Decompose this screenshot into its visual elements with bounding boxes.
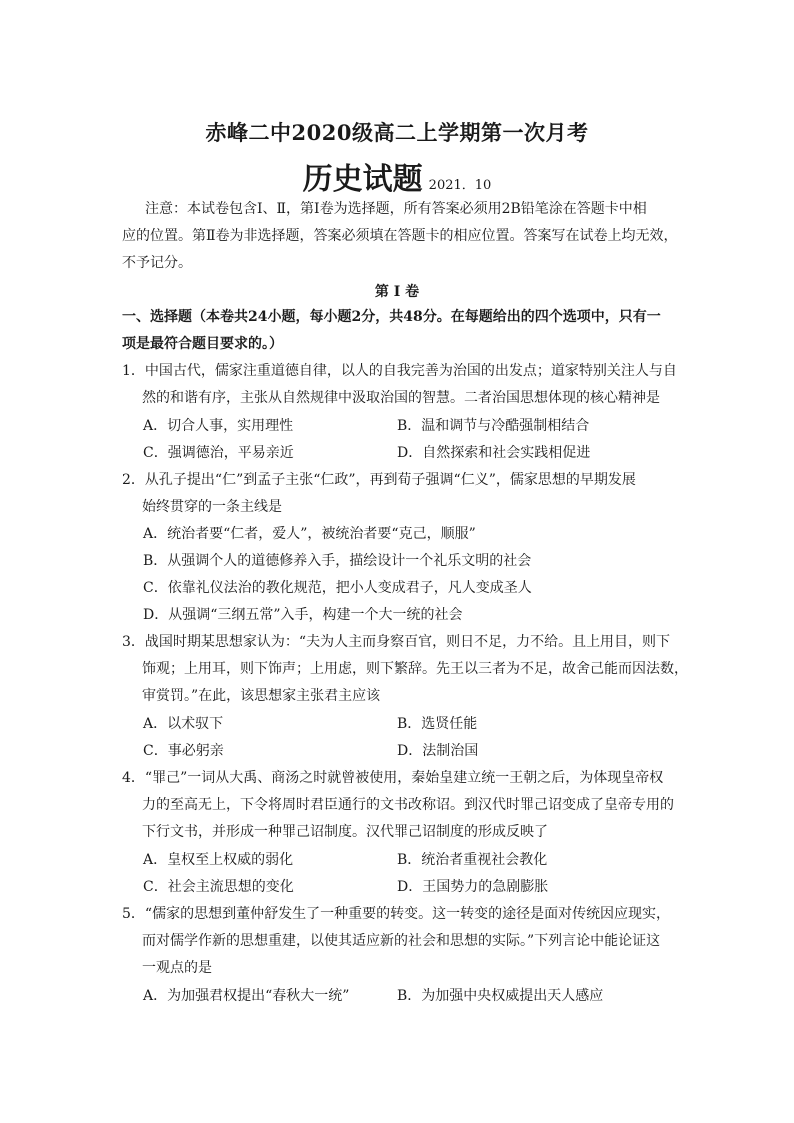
question-1-option-b[interactable]: B．温和调节与冷酷强制相结合 <box>397 418 590 434</box>
question-2-option-d[interactable]: D．从强调“三纲五常”入手，构建一个大一统的社会 <box>143 607 463 623</box>
part-heading: 一、选择题（本卷共24小题，每小题2分，共48分。在每题给出的四个选项中，只有一 <box>122 309 661 325</box>
question-4-option-b[interactable]: B．统治者重视社会教化 <box>397 852 548 868</box>
exam-title: 赤峰二中2020级高二上学期第一次月考 <box>205 120 589 145</box>
question-4-option-d[interactable]: D．王国势力的急剧膨胀 <box>397 879 549 895</box>
notice-line: 应的位置。第Ⅱ卷为非选择题，答案必须填在答题卡的相应位置。答案写在试卷上均无效， <box>122 228 678 244</box>
question-5-stem: 而对儒学作新的思想重建，以使其适应新的社会和思想的实际。”下列言论中能论证这 <box>142 933 661 949</box>
question-3-option-c[interactable]: C．事必躬亲 <box>143 743 224 759</box>
question-5-stem: 一观点的是 <box>142 960 212 976</box>
question-4-stem: 4．“罪己”一词从大禹、商汤之时就曾被使用，秦始皇建立统一王朝之后，为体现皇帝权 <box>122 770 664 786</box>
question-4-option-a[interactable]: A．皇权至上权威的弱化 <box>143 852 294 868</box>
question-3-option-a[interactable]: A．以术驭下 <box>143 716 224 732</box>
section-title: 第 Ⅰ 卷 <box>374 284 420 300</box>
question-1-option-d[interactable]: D．自然探索和社会实践相促进 <box>397 445 591 461</box>
question-1-stem: 然的和谐有序，主张从自然规律中汲取治国的智慧。二者治国思想体现的核心精神是 <box>142 390 660 406</box>
notice-line: 不予记分。 <box>122 255 192 271</box>
question-3-option-d[interactable]: D．法制治国 <box>397 743 479 759</box>
question-5-stem: 5．“儒家的思想到董仲舒发生了一种重要的转变。这一转变的途径是面对传统因应现实， <box>122 906 671 922</box>
question-1-option-a[interactable]: A．切合人事，实用理性 <box>143 418 294 434</box>
question-2-option-b[interactable]: B．从强调个人的道德修养入手，描绘设计一个礼乐文明的社会 <box>143 553 532 569</box>
question-2-option-a[interactable]: A．统治者要“仁者，爱人”，被统治者要“克己，顺服” <box>143 526 476 542</box>
question-4-option-c[interactable]: C．社会主流思想的变化 <box>143 879 294 895</box>
question-5-option-a[interactable]: A．为加强君权提出“春秋大一统” <box>143 988 350 1004</box>
exam-date: 2021．10 <box>428 178 492 193</box>
question-2-stem: 始终贯穿的一条主线是 <box>142 499 282 515</box>
question-1-option-c[interactable]: C．强调德治，平易亲近 <box>143 445 294 461</box>
part-heading: 项是最符合题目要求的。） <box>122 336 283 352</box>
question-1-stem: 1．中国古代，儒家注重道德自律，以人的自我完善为治国的出发点；道家特别关注人与自 <box>122 363 677 379</box>
question-3-stem: 3．战国时期某思想家认为：“夫为人主而身察百官，则日不足，力不给。且上用目，则下 <box>122 634 671 650</box>
notice-line: 注意：本试卷包含Ⅰ、Ⅱ，第Ⅰ卷为选择题，所有答案必须用2B铅笔涂在答题卡中相 <box>145 201 647 217</box>
question-2-stem: 2．从孔子提出“仁”到孟子主张“仁政”，再到荀子强调“仁义”，儒家思想的早期发展 <box>122 472 636 488</box>
subject-title <box>0 154 794 198</box>
question-4-stem: 力的至高无上，下令将周时君臣通行的文书改称诏。到汉代时罪己诏变成了皇帝专用的 <box>142 797 674 813</box>
question-2-option-c[interactable]: C．依靠礼仪法治的教化规范，把小人变成君子，凡人变成圣人 <box>143 580 532 596</box>
question-5-option-b[interactable]: B．为加强中央权威提出天人感应 <box>397 988 604 1004</box>
subject-name: 历史试题 <box>302 162 423 197</box>
question-3-stem: 饰观；上用耳，则下饰声；上用虑，则下繁辞。先王以三者为不足，故舍己能而因法数， <box>142 661 688 677</box>
question-3-stem: 审赏罚。”在此，该思想家主张君主应该 <box>142 688 381 704</box>
question-3-option-b[interactable]: B．选贤任能 <box>397 716 478 732</box>
question-4-stem: 下行文书，并形成一种罪己诏制度。汉代罪己诏制度的形成反映了 <box>142 824 548 840</box>
